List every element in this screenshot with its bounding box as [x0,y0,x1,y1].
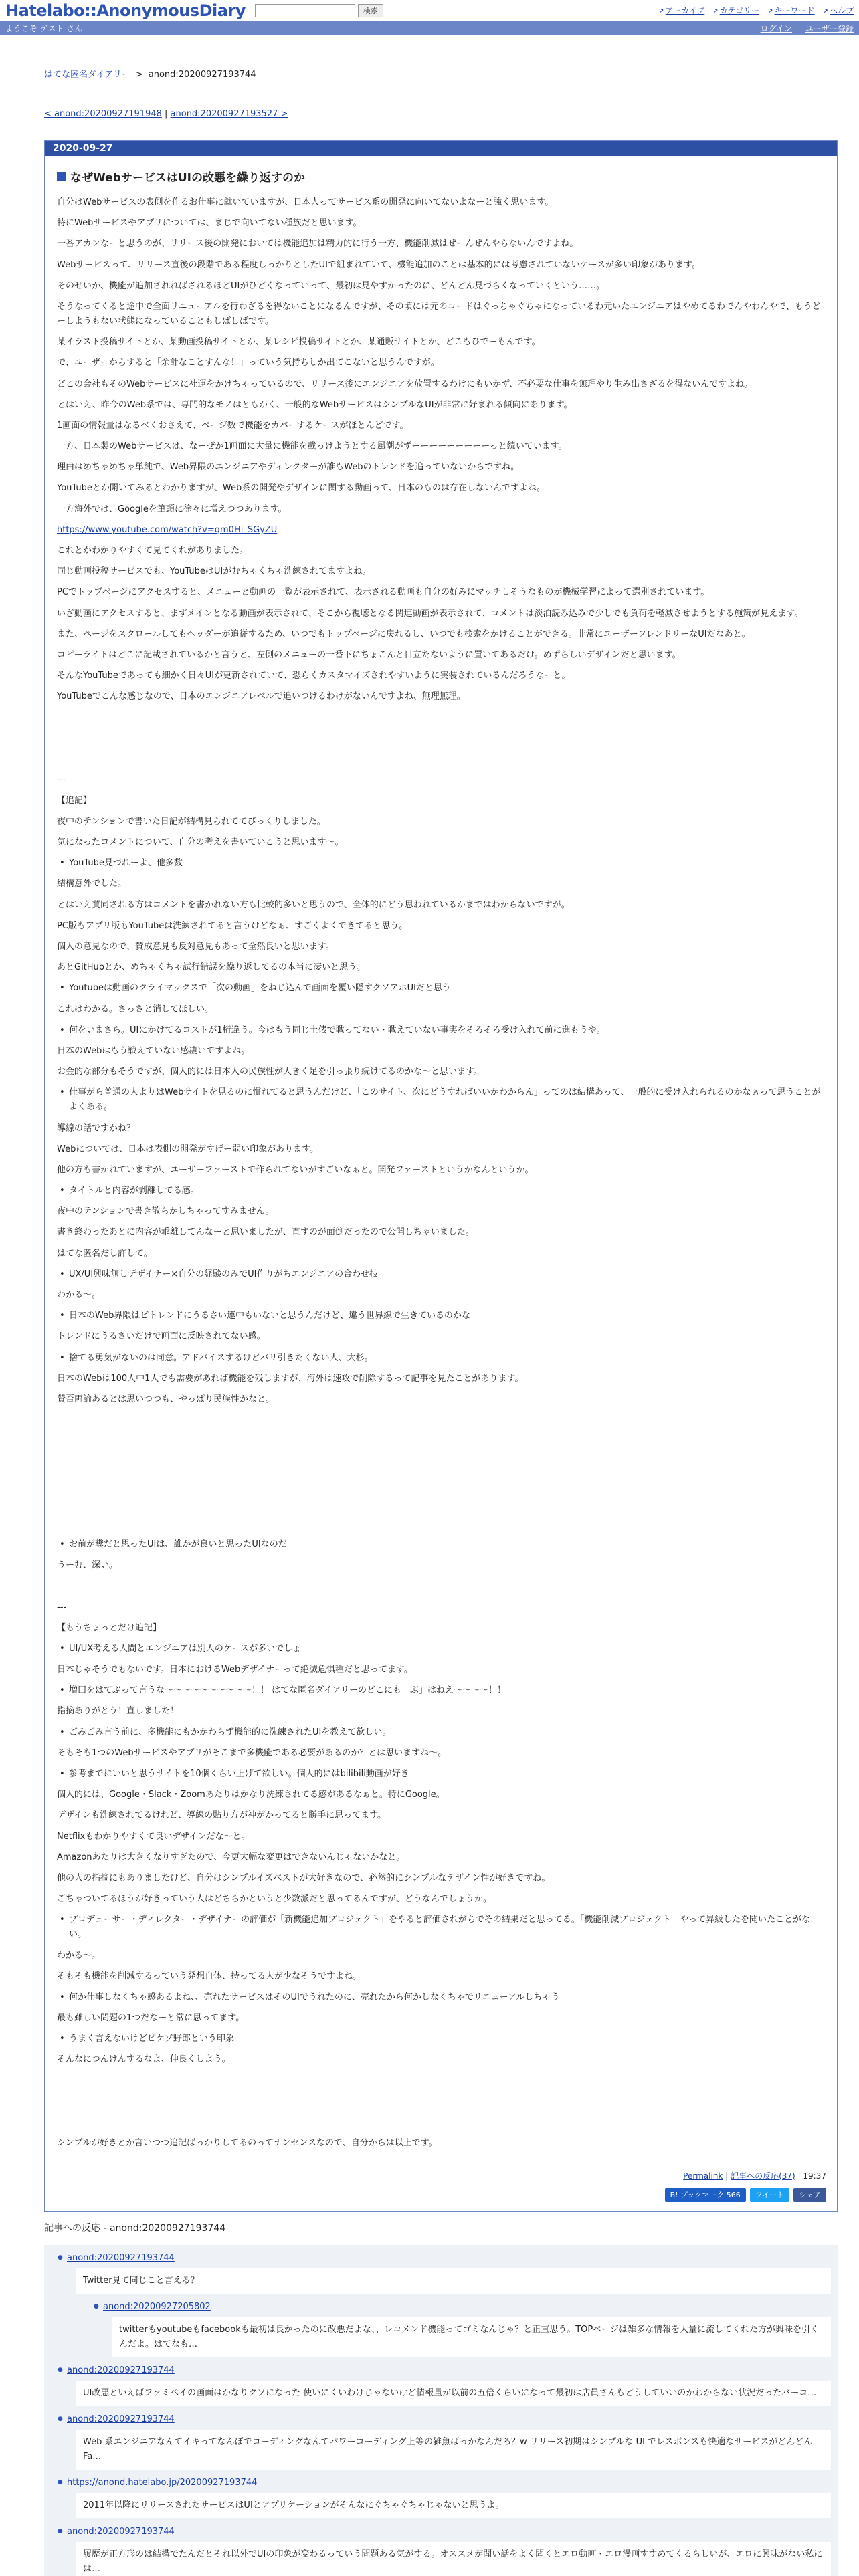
paragraph: 理由はめちゃめちゃ単純で、Web界隈のエンジニアやディレクターが誰もWebのトレンドを追っていないからですね。 [57,462,520,473]
paragraph: デザインも洗練されてるけれど、導線の貼り方が神がかってると勝手に思ってます。 [57,1810,387,1821]
keyword-link[interactable]: ↗ キーワード [767,5,814,16]
reaction-excerpt: UI改悪といえばファミペイの画面はかなりクソになった 使いにくいわけじゃないけど情報量が以前の五倍くらいになって最初は店員さんもどうしていいのかわからない状況だったバーコ… [76,2381,831,2406]
quote-bullet: • 増田をはてぶって言うな〜〜〜〜〜〜〜〜〜〜！！ はてな匿名ダイアリーのどこにも「ぶ」はねえ〜〜〜〜！！ [57,1683,826,1698]
reaction-excerpt: twitterもyoutubeもfacebookも最初は良かったのに改悪だよな、、レコメンド機能ってゴミなんじゃ？と正直思う。TOPページは雑多な情報を大量に流してくれた方が興味を引くんだよ。はてなも… [112,2317,831,2357]
paragraph: ごちゃついてるほうが好きっていう人はどちらかというと少数派だと思ってるんですが、どうなんでしょうか。 [57,1894,492,1905]
paragraph: 1画面の情報量はなるべくおさえて、ページ数で機能をカバーするケースがほとんどです。 [57,420,409,431]
reactions-list [44,2245,838,2576]
breadcrumb [0,35,859,80]
paragraph: そのせいか、機能が追加されればされるほどUIがひどくなっていって、最初は見やすかったのに、どんどん見づらくなっていくという……。 [57,280,605,291]
hatena-bookmark-button[interactable]: B! ブックマーク 566 [665,2188,746,2202]
paragraph: 日本じゃそうでもないです。日本におけるWebデザイナーって絶滅危惧種だと思ってます。 [57,1665,413,1675]
paragraph: うーむ、深い。 [57,1560,118,1571]
paragraph: あとGitHubとか、めちゃくちゃ試行錯誤を繰り返してるの本当に凄いと思う。 [57,962,366,973]
search-input[interactable] [255,4,355,17]
paragraph: 気になったコメントについて、自分の考えを書いていこうと思います〜。 [57,837,344,848]
login-link[interactable]: ログイン [760,23,792,33]
paragraph: そうなってくると途中で全面リニューアルを行わざるを得ないことになるんですが、その頃には元のコードはぐっちゃぐちゃになっているわ元いたエンジニアはやめてるわでんやわんやで、もうどーしようもない状態になっていることもしばしばです。 [57,301,821,326]
site-logo[interactable]: Hatelabo::AnonymousDiary [5,1,246,20]
entry-footer [45,2157,837,2188]
spacer [57,1434,826,1455]
entry-date: 2020-09-27 [45,141,837,156]
title-square-icon [57,172,66,181]
spacer [57,1580,826,1600]
quote-bullet: • UX/UI興味無しデザイナー×自分の経験のみでUI作りがちエンジニアの合わせ技 [57,1267,826,1282]
paragraph: トレンドにうるさいだけで画面に反映されてない感。 [57,1331,266,1342]
reaction-link[interactable]: anond:20200927193744 [67,2252,175,2263]
reaction-link[interactable]: anond:20200927193744 [67,2526,175,2537]
paragraph [57,523,826,538]
entry-time: 19:37 [803,2171,826,2181]
paragraph: 結構意外でした。 [57,879,127,889]
paragraph: わかる〜。 [57,1290,101,1300]
tweet-button[interactable]: ツイート [750,2188,789,2202]
paragraph: 個人の意見なので、賛成意見も反対意見もあって全然良いと思います。 [57,942,335,952]
share-buttons [45,2188,837,2211]
paragraph: これとかわかりやすくて見てくれがありました。 [57,546,249,556]
spacer [57,1517,826,1537]
spacer [57,2115,826,2136]
quote-bullet: • Youtubeは動画のクライマックスで「次の動画」をねじ込んで画面を覆い隠すクソアホUIだと思う [57,981,826,996]
user-bar [0,21,859,35]
breadcrumb-current: anond:20200927193744 [148,70,256,80]
paragraph: 日本のWebは100人中1人でも需要があれば機能を残しますが、海外は速攻で削除するって記事を見たことがあります。 [57,1373,524,1384]
paragraph: 一方、日本製のWebサービスは、なーぜか1画面に大量に機能を載っけようとする風潮がずーーーーーーーーーっと続いています。 [57,441,567,452]
reaction-link[interactable]: anond:20200927193744 [67,2365,175,2375]
spacer [57,2095,826,2115]
reaction-header [58,2414,831,2424]
paragraph: 同じ動画投稿サービスでも、YouTubeはUIがむちゃくちゃ洗練されてますよね。 [57,566,371,577]
reaction-item [58,2365,831,2406]
paragraph: コピーライトはどこに記載されているかと言うと、左側のメニューの一番下にちょこんと目立たないように置いてあるだけ。めずらしいデザインだと思います。 [57,649,681,660]
paragraph: 最も難しい問題の1つだなーと常に思ってます。 [57,2013,245,2024]
paragraph: 他の人の指摘にもありましたけど、自分はシンプルイズベストが大好きなので、必然的にシンプルなデザイン性が好きですね。 [57,1872,551,1883]
paragraph: そんなにつんけんするなよ、仲良くしよう。 [57,2054,231,2065]
reaction-item [58,2253,831,2294]
header-links [658,5,854,16]
archive-link[interactable]: ↗ アーカイブ [658,5,704,16]
reaction-item [94,2302,831,2357]
quote-bullet: • ごみごみ言う前に、多機能にもかかわらず機能的に洗練されたUIを教えて欲しい。 [57,1725,826,1740]
spacer [57,1475,826,1496]
spacer [57,2074,826,2095]
reaction-link[interactable]: https://anond.hatelabo.jp/20200927193744 [67,2477,258,2488]
paragraph: 夜中のテンションで書き散らかしちゃってすみません。 [57,1206,274,1217]
quote-bullet: • 仕事がら普通の人よりはWebサイトを見るのに慣れてると思うんだけど、「このサイト、次にどうすればいいかわからん」ってのは結構あって、一般的に受け入れられるのかなぁって思うことがよくある。 [57,1085,826,1115]
quote-bullet: • UI/UX考える人間とエンジニアは別人のケースが多いでしょ [57,1642,826,1656]
category-link[interactable]: ↗ カテゴリー [712,5,759,16]
reaction-header [94,2302,831,2312]
paragraph: そもそも機能を削減するっていう発想自体、持ってる人が少なそうですよね。 [57,1971,362,1981]
paragraph: 賛否両論あるとは思いつつも、やっぱり民族性かなと。 [57,1394,275,1404]
welcome-text: ようこそ ゲスト さん [5,23,83,33]
reaction-excerpt: Web 系エンジニアなんてイキってなんぼでコーディングなんてパワーコーディング上等の雑魚ばっかなんだろ？w リリース初期はシンプルな UI でレスポンスも快適なサービスがどんどんFa… [76,2430,831,2470]
reaction-item [58,2527,831,2576]
spacer [57,1413,826,1434]
paragraph: --- [57,1602,67,1612]
paragraph: とはいえ、昨今のWeb系では、専門的なモノはともかく、一般的なWebサービスはシンプルなUIが非常に好まれる傾向にあります。 [57,399,573,410]
paragraph: とはいえ賛同される方はコメントを書かれない方も比較的多いと思うので、全体的にどう思われているかまではわからないですが。 [57,899,570,910]
entry-pager [0,80,859,119]
paragraph: 導線の話ですかね？ [57,1123,136,1134]
paragraph: また、ページをスクロールしてもヘッダーが追従するため、いつでもトップページに戻れるし、いつでも検索をかけることができる。非常にユーザーフレンドリーなUIだなあと。 [57,629,751,639]
paragraph: Webについては、日本は表側の開発がすげー弱い印象があります。 [57,1144,319,1154]
reaction-header [58,2365,831,2375]
next-entry-link[interactable]: anond:20200927193527 > [170,109,288,119]
reaction-link[interactable]: anond:20200927193744 [67,2413,175,2424]
paragraph: Netflixもわかりやすくて良いデザインだな〜と。 [57,1831,250,1842]
reaction-link[interactable]: anond:20200927205802 [103,2301,211,2312]
paragraph: 個人的には、Google・Slack・Zoomあたりはかなり洗練されてる感があるなぁと。特にGoogle。 [57,1790,445,1800]
paragraph: YouTubeでこんな感じなので、日本のエンジニアレベルで追いつけるわけがないんですよね、無理無理。 [57,691,466,702]
spacer [57,711,826,732]
permalink-link[interactable]: Permalink [683,2171,723,2181]
reaction-header [58,2478,831,2488]
quote-bullet: • うまく言えないけどピケゾ野郎という印象 [57,2032,826,2046]
paragraph: いざ動画にアクセスすると、まずメインとなる動画が表示されて、そこから視聴となる関連動画が表示されて、コメントは淡泊読み込みで少しでも負荷を軽減させようとする施策が見えます。 [57,608,803,619]
entry-title-text: なぜWebサービスはUIの改悪を繰り返すのか [70,171,305,185]
quote-bullet: • 日本のWeb界隈はビトレンドにうるさい連中もいないと思うんだけど、違う世界線で生きているのかな [57,1309,826,1323]
reaction-header [58,2527,831,2537]
paragraph: YouTubeとか開いてみるとわかりますが、Web系の開発やデザインに関する動画って、日本のものは存在しないんですよね。 [57,483,546,494]
quote-bullet: • プロデューサー・ディレクター・デザイナーの評価が「新機能追加プロジェクト」をやると評価されがちでその結果だと思ってる。「機能削減プロジェクト」やって昇級したを聞いたことがない。 [57,1913,826,1942]
reaction-excerpt: 履歴が正方形のは結構でたんだとそれ以外でUIの印象が変わるっていう問題ある気がする。オススメが聞い話をよく聞くとエロ動画・エロ漫画すすめてくるらしいが、エロに興味がない私には… [76,2542,831,2576]
paragraph: はてな匿名だし許して。 [57,1248,153,1259]
paragraph: そんなYouTubeであっても細かく日々UIが更新されていて、恐らくカスタマイズされやすいように実装されているんだろうなーと。 [57,671,571,681]
paragraph: 日本のWebはもう戦えていない感凄いですよね。 [57,1045,250,1056]
pager-divider: | [165,109,168,119]
entry-title [57,168,826,185]
quote-bullet: • タイトルと内容が剥離してる感。 [57,1184,826,1198]
paragraph: 某イラスト投稿サイトとか、某動画投稿サイトとか、某レシピ投稿サイトとか、某通販サイトとか、どこもひでーもんです。 [57,337,541,348]
quote-bullet: • 参考までにいいと思うサイトを10個くらい上げて欲しい。個人的にはbilibili動画が好き [57,1767,826,1782]
paragraph: 【もうちょっとだけ追記】 [57,1622,162,1633]
paragraph: --- [57,774,67,785]
top-header [0,0,859,21]
reaction-header [58,2253,831,2263]
paragraph: どこの会社もそのWebサービスに社運をかけちゃっているので、リリース後にエンジニアを放置するわけにもいかず、不必要な仕事を無理やり生み出さざるを得ないんですよね。 [57,379,753,389]
paragraph: 他の方も書かれていますが、ユーザーファーストで作られてないがすごいなぁと。開発ファーストというかなんというか。 [57,1164,534,1175]
paragraph: PC版もアプリ版もYouTubeは洗練されてると言うけどなぁ、すごくよくできてると思う。 [57,920,408,931]
paragraph: 【追記】 [57,795,92,806]
quote-bullet: • 捨てる勇気がないのは同意。アドバイスするけどバリ引きたくない人、大杉。 [57,1351,826,1366]
breadcrumb-root-link[interactable]: はてな匿名ダイアリー [44,70,130,80]
paragraph: 一方海外では、Googleを筆頭に徐々に増えつつあります。 [57,504,287,514]
footer-divider: | [725,2171,729,2181]
paragraph: Amazonあたりは大きくなりすぎたので、今更大幅な変更はできないんじゃないかなと。 [57,1852,405,1862]
paragraph: で、ユーザーからすると「余計なことすんな！」っていう気持ちしか出てこないと思うんですが。 [57,358,440,368]
quote-bullet: • YouTube見づれーよ、他多数 [57,856,826,871]
reactions-heading: 記事への反応 - anond:20200927193744 [44,2222,226,2234]
facebook-share-button[interactable]: シェア [793,2188,826,2202]
footer-divider-2: | [797,2171,801,2181]
search-button[interactable]: 検索 [358,4,383,17]
paragraph: そもそも1つのWebサービスやアプリがそこまで多機能である必要があるのか？とは思いますね〜。 [57,1747,447,1758]
reaction-excerpt: Twitter見て同じこと言える？ [76,2268,831,2294]
paragraph: これはわかる。さっさと消してほしい。 [57,1004,214,1014]
paragraph: 特にWebサービスやアプリについては、まじで向いてない種族だと思います。 [57,218,362,229]
paragraph: シンプルが好きとか言いつつ追記ばっかりしてるのってナンセンスなので、自分からは以上です。 [57,2137,438,2148]
spacer [57,732,826,752]
paragraph: 一番アカンなーと思うのが、リリース後の開発においては機能追加は精力的に行う一方、機能削減はぜーんぜんやらないんですよね。 [57,239,579,249]
entry-paragraphs [57,195,826,2151]
reaction-excerpt: 2011年以降にリリースされたサービスはUIとアプリケーションがそんなにぐちゃぐちゃじゃないと思うよ。 [76,2493,831,2518]
paragraph: 書き終わったあとに内容が乖離してんなーと思いましたが、直すのが面倒だったので公開しちゃいました。 [57,1227,474,1238]
reaction-item [58,2414,831,2470]
paragraph: 自分はWebサービスの表側を作るお仕事に就いていますが、日本人ってサービス系の開発に向いてないよなーと強く思います。 [57,197,554,207]
paragraph: わかる〜。 [57,1950,101,1961]
spacer [57,1496,826,1517]
paragraph: 夜中のテンションで書いた日記が結構見られててびっくりしました。 [57,816,326,827]
youtube-link[interactable]: https://www.youtube.com/watch?v=qm0Hi_SGyZU [57,524,278,535]
reaction-item [58,2478,831,2518]
spacer [57,1455,826,1475]
paragraph: Webサービスって、リリース直後の段階である程度しっかりとしたUIで組まれていて、機能追加のことは基本的には考慮されていないケースが多い印象があります。 [57,259,700,270]
help-link[interactable]: ↗ ヘルプ [823,5,854,16]
paragraph: お金的な部分もそうですが、個人的には日本人の民族性が大きく足を引っ張り続けてるのかな〜と思います。 [57,1067,482,1077]
quote-bullet: • 何をいまさら。UIにかけてるコストが1桁違う。今はもう同じ土俵で戦ってない・戦えていない事実をそろそろ受け入れて前に進もうや。 [57,1023,826,1038]
entry-body [45,156,837,2151]
spacer [57,752,826,773]
paragraph: 指摘ありがとう！直しました！ [57,1706,179,1717]
quote-bullet: • お前が糞だと思ったUIは、誰かが良いと思ったUIなのだ [57,1537,826,1552]
prev-entry-link[interactable]: < anond:20200927191948 [44,109,162,119]
register-link[interactable]: ユーザー登録 [805,23,854,33]
paragraph: PCでトップページにアクセスすると、メニューと動画の一覧が表示されて、表示される動画も自分の好みにマッチしそうなものが機械学習によって選別されています。 [57,587,710,598]
diary-entry [44,140,838,2212]
reactions-link[interactable]: 記事への反応(37) [731,2171,795,2181]
breadcrumb-separator: > [135,70,143,80]
quote-bullet: • 何か仕事しなくちゃ感あるよね、、売れたサービスはそのUIでうれたのに、売れたから何かしなくちゃでリニューアルしちゃう [57,1990,826,2005]
